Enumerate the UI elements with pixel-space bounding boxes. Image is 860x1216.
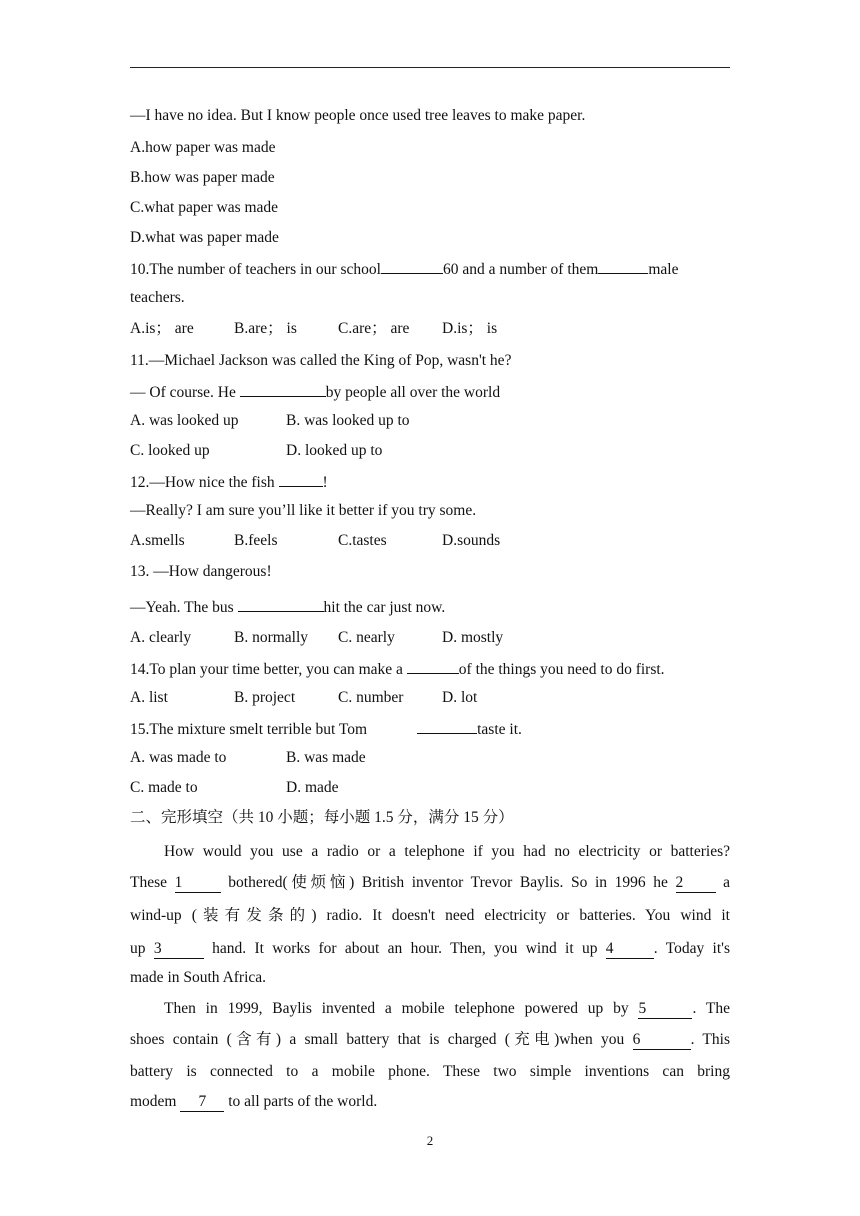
q14-option-a: A. list	[130, 689, 168, 706]
q12-stem-part: !	[322, 474, 328, 491]
q15-option-d: D. made	[286, 779, 339, 796]
q14-options	[130, 688, 730, 708]
q10-option-d: D.is； is	[442, 320, 498, 337]
q11-option-a: A. was looked up	[130, 412, 239, 429]
answer-blank	[381, 258, 443, 274]
q10-stem-part: 60 and a number of them	[442, 261, 599, 278]
passage-text: modem	[130, 1093, 177, 1110]
passage-text: . This	[690, 1031, 730, 1048]
q13-option-a: A. clearly	[130, 629, 192, 646]
q13-option-b: B. normally	[234, 629, 309, 646]
q9-option-d: D.what was paper made	[130, 229, 279, 246]
blank-number-7: 7	[180, 1093, 224, 1112]
section-heading: 二、完形填空（共 10 小题；每小题 1.5 分，满分 15 分）	[130, 809, 514, 826]
q13-stem: 13. —How dangerous!	[130, 563, 272, 580]
passage-line	[130, 939, 730, 959]
passage-text: hand. It works for about an hour. Then, you wind it up	[212, 940, 598, 957]
q15-option-a: A. was made to	[130, 749, 227, 766]
q11-options-cd	[130, 441, 730, 461]
blank-number-6: 6	[633, 1031, 691, 1050]
q9-option-b: B.how was paper made	[130, 169, 275, 186]
q10-stem	[130, 258, 730, 280]
q12-stem	[130, 471, 730, 493]
blank-number-5: 5	[638, 1000, 692, 1019]
q14-stem-part: 14.To plan your time better, you can make a	[130, 661, 403, 678]
q11-option-c: C. looked up	[130, 442, 210, 459]
passage-line	[130, 1092, 730, 1112]
q12-option-a: A.smells	[130, 532, 185, 549]
q15-option-c: C. made to	[130, 779, 198, 796]
passage-line	[130, 999, 730, 1019]
passage-text: shoes contain (含有) a small battery that is charged (充电)when you	[130, 1031, 625, 1048]
q14-option-c: C. number	[338, 689, 404, 706]
passage-line	[130, 1030, 730, 1050]
q13-answer	[130, 596, 730, 618]
q10-stem-part: male	[648, 261, 679, 278]
q9-option-c: C.what paper was made	[130, 199, 279, 216]
q15-stem-part: taste it.	[477, 721, 522, 738]
q15-options-cd	[130, 778, 730, 798]
q12-reply: —Really? I am sure you’ll like it better if you try some.	[130, 502, 477, 519]
blank-number-3: 3	[154, 940, 204, 959]
q14-stem	[130, 658, 730, 680]
q13-answer-part: hit the car just now.	[323, 599, 446, 616]
q10-option-b: B.are； is	[234, 320, 297, 337]
q14-stem-part: of the things you need to do first.	[458, 661, 665, 678]
passage-text: to all parts of the world.	[228, 1093, 378, 1110]
q11-answer-part: by people all over the world	[325, 384, 501, 401]
q11-option-b: B. was looked up to	[286, 412, 410, 429]
q12-option-c: C.tastes	[338, 532, 387, 549]
q11-answer-part: — Of course. He	[130, 384, 236, 401]
passage-text: . Today it's	[653, 940, 730, 957]
passage-line	[130, 873, 730, 893]
q9-option-a: A.how paper was made	[130, 139, 276, 156]
answer-blank	[417, 718, 477, 734]
q13-answer-part: —Yeah. The bus	[130, 599, 234, 616]
q10-stem-cont: teachers.	[130, 289, 185, 306]
q10-options	[130, 319, 730, 339]
answer-blank	[407, 658, 459, 674]
q11-stem: 11.—Michael Jackson was called the King of Pop, wasn't he?	[130, 352, 512, 369]
q10-option-c: C.are； are	[338, 320, 410, 337]
passage-text: Then in 1999, Baylis invented a mobile telephone powered up by	[164, 1000, 629, 1017]
q9-reply: —I have no idea. But I know people once used tree leaves to make paper.	[130, 107, 586, 124]
q11-option-d: D. looked up to	[286, 442, 383, 459]
q14-option-b: B. project	[234, 689, 296, 706]
answer-blank	[240, 381, 326, 397]
q15-stem-part: 15.The mixture smelt terrible but Tom	[130, 721, 368, 738]
passage-line: wind-up (装有发条的) radio. It doesn't need electricity or batteries. You wind it	[130, 907, 730, 924]
answer-blank	[238, 596, 324, 612]
page-number: 2	[426, 1133, 434, 1148]
passage-line: made in South Africa.	[130, 969, 267, 986]
blank-number-2: 2	[676, 874, 716, 893]
passage-text: a	[723, 874, 731, 891]
passage-text: . The	[692, 1000, 731, 1017]
passage-text: These	[130, 874, 168, 891]
q11-options-ab	[130, 411, 730, 431]
q13-option-c: C. nearly	[338, 629, 395, 646]
q13-option-d: D. mostly	[442, 629, 504, 646]
header-rule	[130, 67, 730, 68]
q13-options	[130, 628, 730, 648]
q14-option-d: D. lot	[442, 689, 478, 706]
q12-option-d: D.sounds	[442, 532, 501, 549]
q10-stem-part: 10.The number of teachers in our school	[130, 261, 381, 278]
q15-option-b: B. was made	[286, 749, 366, 766]
q15-options-ab	[130, 748, 730, 768]
answer-blank	[598, 258, 648, 274]
passage-text: up	[130, 940, 146, 957]
q12-options	[130, 531, 730, 551]
blank-number-1: 1	[175, 874, 221, 893]
passage-text: bothered(使烦恼) British inventor Trevor Baylis. So in 1996 he	[228, 874, 668, 891]
q12-stem-part: 12.—How nice the fish	[130, 474, 275, 491]
q11-answer	[130, 381, 730, 403]
q12-option-b: B.feels	[234, 532, 278, 549]
blank-number-4: 4	[606, 940, 654, 959]
answer-blank	[279, 471, 323, 487]
passage-line: battery is connected to a mobile phone. These two simple inventions can bring	[130, 1063, 730, 1080]
q15-stem	[130, 718, 730, 740]
q10-option-a: A.is； are	[130, 320, 194, 337]
passage-line: How would you use a radio or a telephone if you had no electricity or batteries?	[164, 843, 730, 860]
